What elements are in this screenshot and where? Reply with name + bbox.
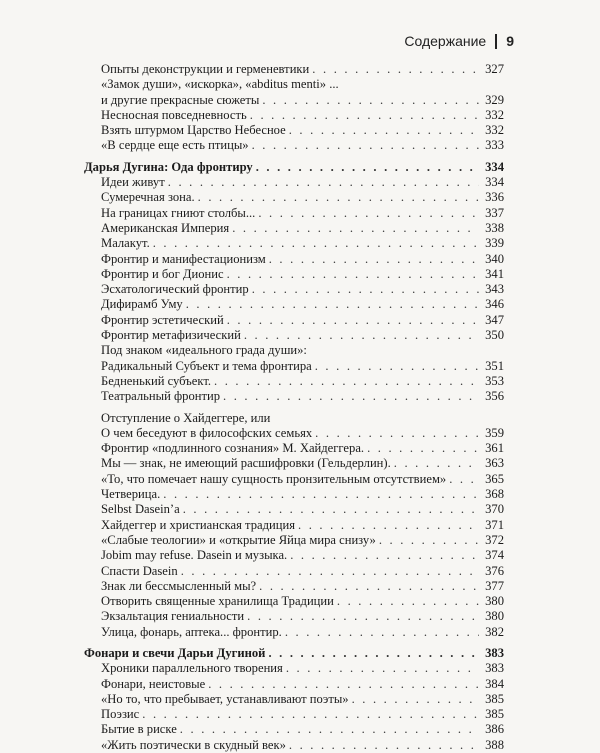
leader-dots [250, 108, 479, 123]
toc-entry-page: 332 [485, 107, 504, 122]
leader-dots [244, 328, 479, 343]
toc-entry-page: 380 [485, 594, 504, 609]
toc-entry-label: «Слабые теологии» и «открытие Яйца мира снизу» [101, 532, 376, 547]
toc-entry-label: На границах гниют столбы... [101, 205, 256, 220]
toc-entry[interactable] [84, 236, 504, 251]
toc-entry-page: 370 [485, 502, 504, 517]
toc-entry[interactable] [84, 328, 504, 343]
toc-entry-label: Фронтир «подлинного сознания» М. Хайдеггера. [101, 441, 365, 456]
toc-entry-label: Взять штурмом Царство Небесное [101, 123, 286, 138]
leader-dots [268, 646, 479, 661]
toc-entry-label: Отворить священные хранилища Традиции [101, 594, 334, 609]
toc-entry-page: 382 [485, 624, 504, 639]
toc-entry-label: Несносная повседневность [101, 107, 247, 122]
toc-entry[interactable] [84, 738, 504, 753]
toc-entry-page: 351 [485, 358, 504, 373]
toc-entry-label: Спасти Dasein [101, 563, 178, 578]
toc-entry-label: Бытие в риске [101, 722, 177, 737]
leader-dots [142, 707, 479, 722]
leader-dots [312, 62, 479, 77]
toc-entry-label: Сумеречная зона. [101, 190, 195, 205]
toc-entry-page: 359 [485, 425, 504, 440]
toc-entry-page: 374 [485, 548, 504, 563]
toc-entry-page: 333 [485, 138, 504, 153]
toc-entry-page: 353 [485, 373, 504, 388]
toc-entry[interactable] [84, 564, 504, 579]
leader-dots [247, 609, 479, 624]
leader-dots [315, 359, 479, 374]
toc-entry-label: Знак ли бессмысленный мы? [101, 578, 257, 593]
leader-dots [252, 138, 479, 153]
leader-dots [223, 389, 479, 404]
running-head-divider [495, 34, 497, 49]
toc-entry-label: Фронтир эстетический [101, 312, 224, 327]
toc-entry[interactable] [84, 579, 504, 594]
toc-section-page: 383 [485, 645, 504, 660]
page-number: 9 [506, 33, 514, 49]
leader-dots [232, 221, 479, 236]
toc-section-page: 334 [485, 159, 504, 174]
toc-entry-label: Фронтир и манифестационизм [101, 251, 266, 266]
toc-section-oda-frontiru [84, 160, 504, 640]
leader-dots [208, 677, 479, 692]
leader-dots [163, 487, 479, 502]
leader-dots [367, 441, 479, 456]
toc-entry[interactable] [84, 426, 504, 441]
leader-dots [337, 594, 479, 609]
toc-entry[interactable] [84, 692, 504, 707]
toc-entry-page: 340 [485, 251, 504, 266]
toc-entry-label: Радикальный Субъект и тема фронтира [101, 358, 312, 373]
toc-entry-label: Опыты деконструкции и герменевтики [101, 62, 310, 76]
toc-entry[interactable] [84, 707, 504, 722]
toc-entry-label: Экзальтация гениальности [101, 609, 245, 624]
toc-entry-label: Идеи живут [101, 175, 165, 190]
toc-entry-page: 338 [485, 220, 504, 235]
toc-entry-page: 339 [485, 236, 504, 251]
toc-entry-page: 377 [485, 578, 504, 593]
toc-entry-page: 371 [485, 517, 504, 532]
toc-entry[interactable] [84, 221, 504, 236]
toc-entry-page: 337 [485, 205, 504, 220]
toc-entry[interactable] [84, 206, 504, 221]
toc-entry[interactable] [84, 62, 504, 77]
toc-entry-label: Хайдеггер и христианская традиция [101, 517, 296, 532]
leader-dots [258, 206, 479, 221]
toc-entry[interactable] [84, 533, 504, 548]
toc-entry[interactable] [84, 472, 504, 487]
toc-entry[interactable] [84, 175, 504, 190]
toc-entry[interactable] [84, 190, 504, 205]
toc-entry[interactable] [84, 609, 504, 624]
toc-entry-label: «То, что помечает нашу сущность пронзительным отсутствием» [101, 471, 447, 486]
leader-dots [153, 236, 479, 251]
toc-entry[interactable] [84, 677, 504, 692]
toc-entry-label: Jobim may refuse. Dasein и музыка. [101, 548, 288, 563]
toc-entry-label: Бедненький субъект. [101, 373, 212, 388]
toc-entry-page: 388 [485, 737, 504, 752]
toc-entry[interactable] [84, 548, 504, 563]
toc-entry-page: 327 [485, 62, 504, 76]
leader-dots [298, 518, 479, 533]
toc-entry-page: 383 [485, 661, 504, 676]
toc-entry-label: «Но то, что пребывает, устанавливают поэты» [101, 691, 349, 706]
leader-dots [168, 175, 479, 190]
toc-entry[interactable] [84, 722, 504, 737]
toc-entry-label: Эсхатологический фронтир [101, 282, 249, 297]
leader-dots [449, 472, 479, 487]
toc-entry-label: Дифирамб Уму [101, 297, 183, 312]
toc-entry-label: Фронтир и бог Дионис [101, 266, 224, 281]
toc-entry-page: 386 [485, 722, 504, 737]
toc-entry-page: 332 [485, 123, 504, 138]
toc-entry[interactable] [84, 518, 504, 533]
toc-entry[interactable] [84, 661, 504, 676]
leader-dots [262, 93, 479, 108]
leader-dots [227, 313, 479, 328]
toc-section-heading[interactable] [84, 646, 504, 661]
toc-entry-page: 380 [485, 609, 504, 624]
running-head-title: Содержание [404, 33, 487, 49]
leader-dots [181, 564, 479, 579]
toc-entry[interactable] [84, 594, 504, 609]
leader-dots [214, 374, 479, 389]
toc-entry-label: Мы — знак, не имеющий расшифровки (Гельдерлин). [101, 456, 391, 471]
toc-entry-label: и другие прекрасные сюжеты [101, 92, 260, 107]
toc-entry-page: 385 [485, 691, 504, 706]
toc-entry-page: 336 [485, 190, 504, 205]
toc-entry-label: Поэзис [101, 707, 140, 722]
toc-section-title: Фонари и свечи Дарьи Дугиной [84, 645, 266, 660]
toc-entry-label: Театральный фронтир [101, 389, 221, 404]
toc-entry[interactable] [84, 359, 504, 374]
toc-entry-page: 356 [485, 389, 504, 404]
toc-entry-page: 350 [485, 328, 504, 343]
toc-entry-page: 376 [485, 563, 504, 578]
toc-entry-page: 361 [485, 441, 504, 456]
toc-entry-label: Малакут. [101, 236, 150, 251]
toc-section-title: Дарья Дугина: Ода фронтиру [84, 159, 253, 174]
leader-dots [259, 579, 479, 594]
toc-entry-preline[interactable]: Под знаком «идеального града души»: [101, 343, 307, 358]
toc-entry-page: 385 [485, 707, 504, 722]
toc-entry-page: 346 [485, 297, 504, 312]
toc-entry-page: 334 [485, 175, 504, 190]
toc-entry-page: 365 [485, 471, 504, 486]
toc-section-heading[interactable] [84, 160, 504, 175]
toc-entry[interactable] [84, 93, 504, 108]
toc-entry-label: Хроники параллельного творения [101, 661, 283, 676]
toc-entry-label: Фронтир метафизический [101, 328, 241, 343]
toc-entry[interactable] [84, 252, 504, 267]
toc-entry[interactable] [84, 456, 504, 471]
toc-section-fonari-i-svechi [84, 646, 504, 753]
toc-entry[interactable] [84, 441, 504, 456]
leader-dots [290, 548, 479, 563]
toc-entry-label: «Жить поэтически в скудный век» [101, 737, 286, 752]
toc-entry-page: 384 [485, 676, 504, 691]
leader-dots [256, 160, 479, 175]
leader-dots [198, 190, 479, 205]
toc-entry[interactable] [84, 487, 504, 502]
toc-entry[interactable] [84, 108, 504, 123]
toc-entry[interactable] [84, 313, 504, 328]
toc-entry-label: Selbst Dasein’а [101, 502, 180, 517]
toc-entry[interactable] [84, 625, 504, 640]
leader-dots [286, 661, 479, 676]
toc-entry-page: 329 [485, 92, 504, 107]
toc-entry-page: 341 [485, 266, 504, 281]
toc-entry[interactable] [84, 138, 504, 153]
leader-dots [289, 738, 479, 753]
running-head [404, 33, 514, 49]
toc-entry-label: Фонари, неистовые [101, 676, 206, 691]
leader-dots [269, 252, 479, 267]
toc-entry[interactable] [84, 374, 504, 389]
toc-entry-label: О чем беседуют в философских семьях [101, 425, 313, 440]
toc-entry-page: 347 [485, 312, 504, 327]
leader-dots [289, 123, 479, 138]
table-of-contents [84, 62, 504, 753]
toc-entry-label: Американская Империя [101, 220, 230, 235]
toc-entry-label: «В сердце еще есть птицы» [101, 138, 249, 153]
toc-entry[interactable] [84, 282, 504, 297]
toc-entry-page: 372 [485, 532, 504, 547]
leader-dots [379, 533, 479, 548]
toc-entry[interactable] [84, 297, 504, 312]
toc-entry[interactable] [84, 502, 504, 517]
leader-dots [183, 502, 479, 517]
toc-entry-page: 368 [485, 487, 504, 502]
leader-dots [186, 297, 479, 312]
leader-dots [352, 692, 479, 707]
leader-dots [227, 267, 479, 282]
toc-entry[interactable] [84, 123, 504, 138]
leader-dots [315, 426, 479, 441]
leader-dots [252, 282, 479, 297]
toc-entry[interactable] [84, 389, 504, 404]
toc-entry[interactable] [84, 267, 504, 282]
toc-entry-label: Четверица. [101, 487, 161, 502]
leader-dots [180, 722, 479, 737]
toc-entry-label: Улица, фонарь, аптека... фронтир. [101, 624, 282, 639]
toc-entry-page: 363 [485, 456, 504, 471]
toc-entry-preline[interactable]: Отступление о Хайдеггере, или [101, 410, 271, 425]
leader-dots [285, 625, 479, 640]
leader-dots [394, 456, 479, 471]
toc-entry-preline[interactable]: «Замок души», «искорка», «abditus menti» ... [101, 77, 339, 92]
toc-entry-page: 343 [485, 282, 504, 297]
